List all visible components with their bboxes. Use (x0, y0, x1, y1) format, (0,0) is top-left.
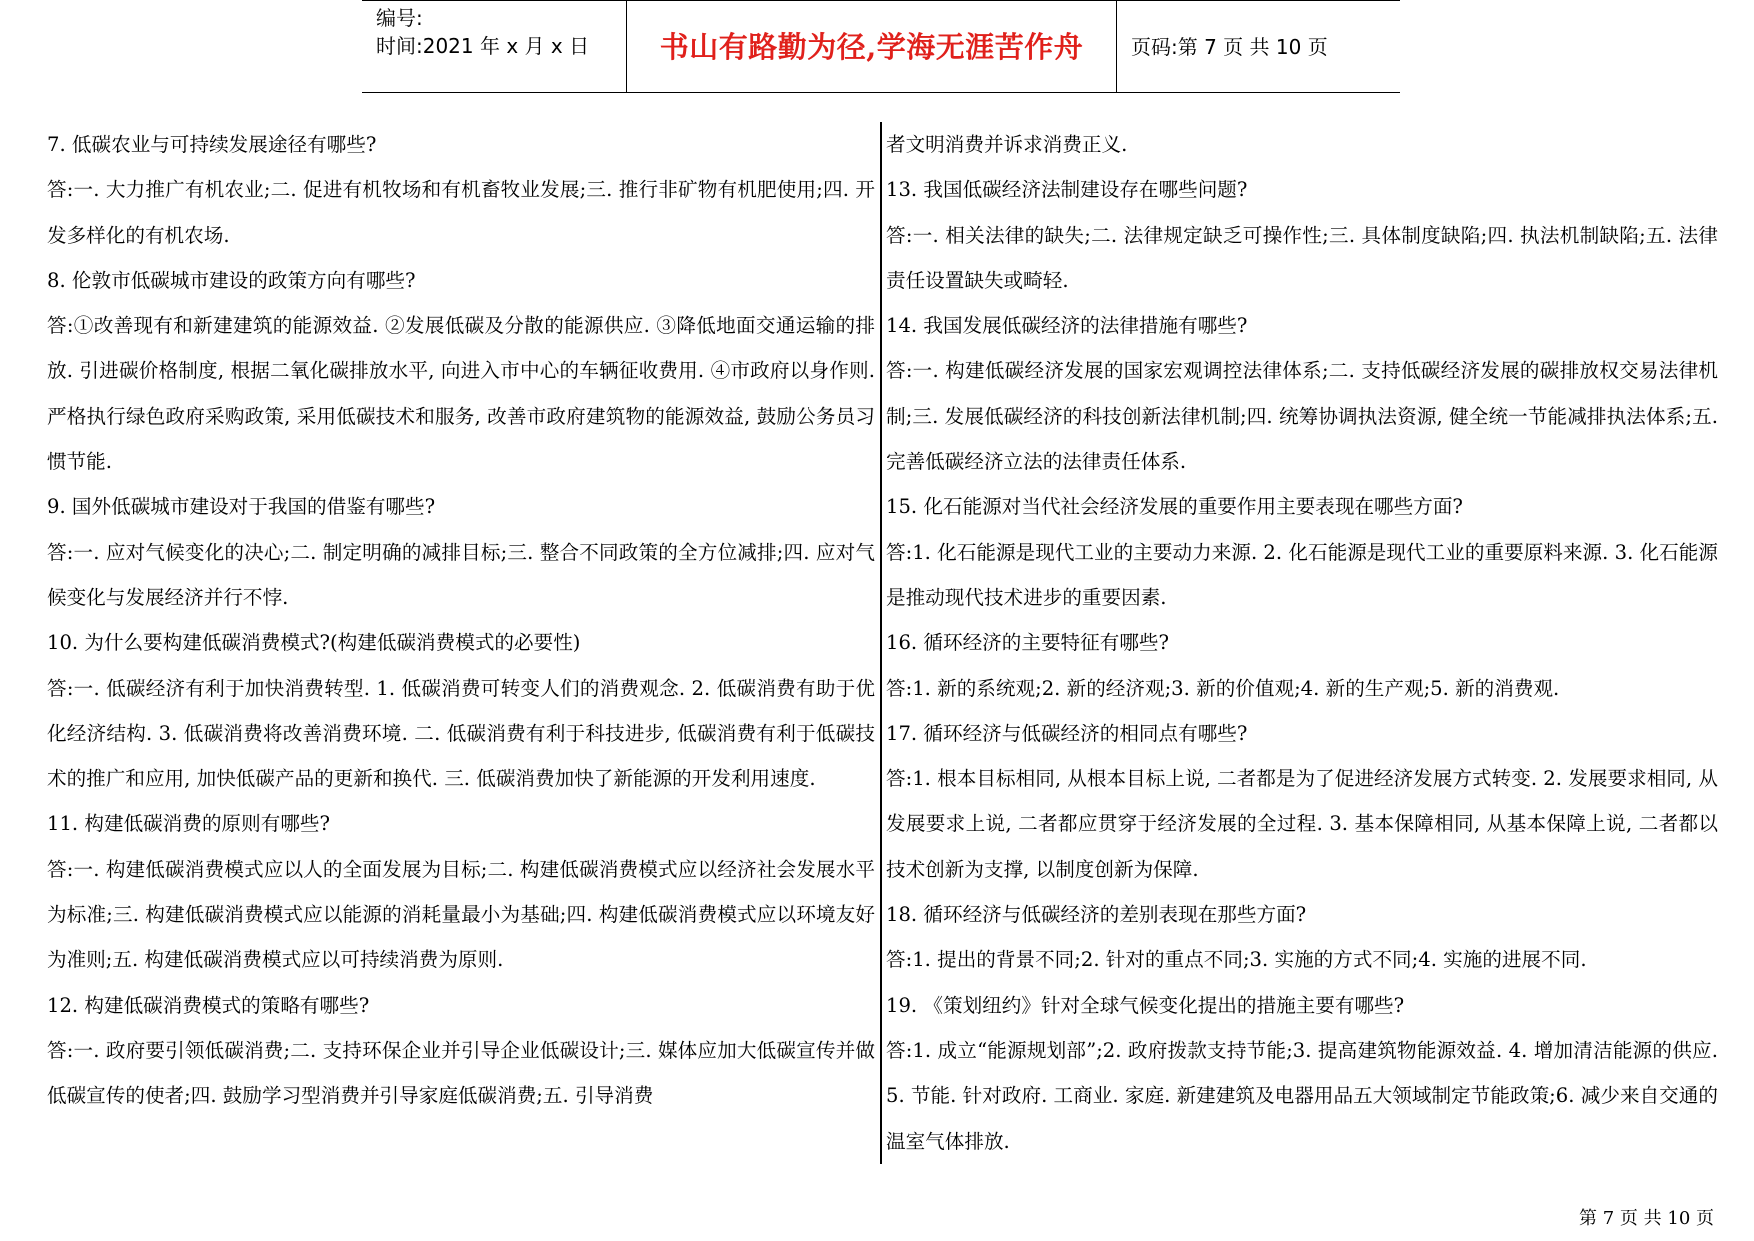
paragraph: 15. 化石能源对当代社会经济发展的重要作用主要表现在哪些方面? (886, 495, 1463, 519)
paragraph: 18. 循环经济与低碳经济的差别表现在那些方面? (886, 903, 1307, 927)
paragraph: 13. 我国低碳经济法制建设存在哪些问题? (886, 178, 1248, 202)
paragraph: 者文明消费并诉求消费正义. (886, 133, 1128, 156)
paragraph: 12. 构建低碳消费模式的策略有哪些? (47, 993, 370, 1017)
serial-number-label: 编号: (376, 6, 423, 30)
paragraph: 17. 循环经济与低碳经济的相同点有哪些? (886, 721, 1248, 745)
paragraph: 答:1. 成立“能源规划部”;2. 政府拨款支持节能;3. 提高建筑物能源效益. 4. 增加清洁能源的供应. 5. 节能. 针对政府. 工商业. 家庭. 新建建筑及电器用品五大领域制定节能政策;6. 减少来自交通的温室气体排放. (886, 1038, 1718, 1153)
header-meta (362, 1, 627, 92)
paragraph: 9. 国外低碳城市建设对于我国的借鉴有哪些? (47, 495, 436, 519)
paragraph: 19. 《策划纽约》针对全球气候变化提出的措施主要有哪些? (886, 993, 1405, 1017)
paragraph: 答:一. 相关法律的缺失;二. 法律规定缺乏可操作性;三. 具体制度缺陷;四. 执法机制缺陷;五. 法律责任设置缺失或畸轻. (886, 223, 1718, 292)
column-divider (880, 122, 882, 1164)
paragraph: 答:1. 新的系统观;2. 新的经济观;3. 新的价值观;4. 新的生产观;5. 新的消费观. (886, 676, 1560, 700)
paragraph: 8. 伦敦市低碳城市建设的政策方向有哪些? (47, 268, 416, 292)
paragraph: 答:一. 构建低碳消费模式应以人的全面发展为目标;二. 构建低碳消费模式应以经济社会发展水平为标准;三. 构建低碳消费模式应以能源的消耗量最小为基础;四. 构建低碳消费模式应以环境友好为准则;五. 构建低碳消费模式应以可持续消费为原则. (47, 857, 875, 972)
paragraph: 16. 循环经济的主要特征有哪些? (886, 631, 1170, 655)
paragraph: 答:1. 提出的背景不同;2. 针对的重点不同;3. 实施的方式不同;4. 实施的进展不同. (886, 948, 1587, 972)
paragraph: 10. 为什么要构建低碳消费模式?(构建低碳消费模式的必要性) (47, 631, 581, 655)
paragraph: 答:1. 化石能源是现代工业的主要动力来源. 2. 化石能源是现代工业的重要原料来源. 3. 化石能源是推动现代技术进步的重要因素. (886, 540, 1718, 609)
header-motto: 书山有路勤为径,学海无涯苦作舟 (659, 30, 1084, 64)
paragraph: 答:一. 政府要引领低碳消费;二. 支持环保企业并引导企业低碳设计;三. 媒体应加大低碳宣传并做低碳宣传的使者;四. 鼓励学习型消费并引导家庭低碳消费;五. 引导消费 (47, 1038, 875, 1108)
left-column (47, 122, 875, 1119)
paragraph: 答:①改善现有和新建建筑的能源效益. ②发展低碳及分散的能源供应. ③降低地面交通运输的排放. 引进碳价格制度, 根据二氧化碳排放水平, 向进入市中心的车辆征收费用. ④市政府以身作则. 严格执行绿色政府采购政策, 采用低碳技术和服务, 改善市政府建筑物的能源效益, 鼓励公务员习惯节能. (47, 314, 875, 474)
paragraph: 7. 低碳农业与可持续发展途径有哪些? (47, 133, 377, 156)
paragraph: 答:一. 低碳经济有利于加快消费转型. 1. 低碳消费可转变人们的消费观念. 2. 低碳消费有助于优化经济结构. 3. 低碳消费将改善消费环境. 二. 低碳消费有利于科技进步, 低碳消费有利于低碳技术的推广和应用, 加快低碳产品的更新和换代. 三. 低碳消费加快了新能源的开发利用速度. (47, 676, 875, 791)
header-motto-cell (627, 1, 1117, 92)
paragraph: 答:一. 构建低碳经济发展的国家宏观调控法律体系;二. 支持低碳经济发展的碳排放权交易法律机制;三. 发展低碳经济的科技创新法律机制;四. 统筹协调执法资源, 健全统一节能减排执法体系;五. 完善低碳经济立法的法律责任体系. (886, 359, 1718, 474)
page-footer: 第 7 页 共 10 页 (1579, 1208, 1714, 1229)
right-column (886, 122, 1718, 1164)
header-page-info-cell (1117, 1, 1400, 92)
page-header (362, 0, 1400, 93)
date-label: 时间:2021 年 x 月 x 日 (376, 34, 590, 58)
paragraph: 答:1. 根本目标相同, 从根本目标上说, 二者都是为了促进经济发展方式转变. 2. 发展要求相同, 从发展要求上说, 二者都应贯穿于经济发展的全过程. 3. 基本保障相同, 从基本保障上说, 二者都以技术创新为支撑, 以制度创新为保障. (886, 767, 1718, 881)
paragraph: 11. 构建低碳消费的原则有哪些? (47, 812, 331, 836)
paragraph: 答:一. 大力推广有机农业;二. 促进有机牧场和有机畜牧业发展;三. 推行非矿物有机肥使用;四. 开发多样化的有机农场. (47, 178, 875, 247)
paragraph: 14. 我国发展低碳经济的法律措施有哪些? (886, 314, 1248, 338)
header-page-info: 页码:第 7 页 共 10 页 (1131, 35, 1328, 59)
paragraph: 答:一. 应对气候变化的决心;二. 制定明确的减排目标;三. 整合不同政策的全方位减排;四. 应对气候变化与发展经济并行不悖. (47, 540, 875, 609)
